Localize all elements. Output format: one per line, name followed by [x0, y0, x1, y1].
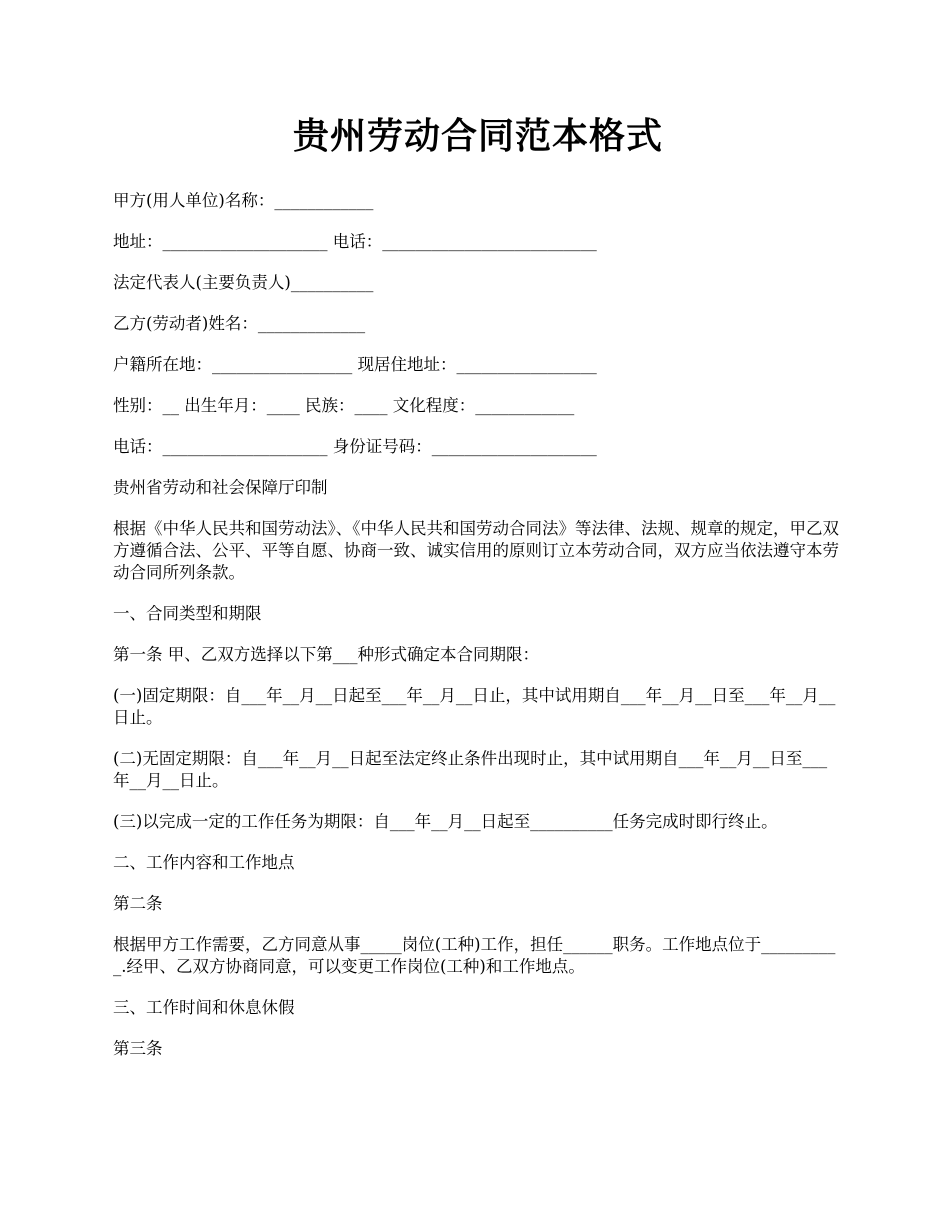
issuer-line: 贵州省劳动和社会保障厅印制	[113, 478, 328, 497]
section-heading-2: 二、工作内容和工作地点	[113, 853, 295, 872]
open-term-clause: (二)无固定期限：自___年__月__日起至法定终止条件出现时止，其中试用期自___年__月__日至___年__月__日止。	[113, 749, 828, 790]
task-term-clause: (三)以完成一定的工作任务为期限：自___年__月__日起至__________任务完成时即行终止。	[113, 812, 778, 831]
fixed-term-clause: (一)固定期限：自___年__月__日起至___年__月__日止，其中试用期自___年__月__日至___年__月__日止。	[113, 686, 836, 727]
document-page	[113, 112, 843, 1079]
article-1: 第一条 甲、乙双方选择以下第___种形式确定本合同期限：	[113, 645, 539, 664]
address-phone-line: 地址：____________________ 电话：__________________________	[113, 232, 597, 251]
party-b-name-line: 乙方(劳动者)姓名：_____________	[113, 314, 366, 333]
document-title: 贵州劳动合同范本格式	[292, 115, 663, 157]
residence-line: 户籍所在地：_________________ 现居住地址：_________________	[113, 355, 597, 374]
article-2: 第二条	[113, 894, 163, 913]
phone-id-line: 电话：____________________ 身份证号码：____________________	[113, 437, 597, 456]
article-3: 第三条	[113, 1039, 163, 1058]
legal-representative-line: 法定代表人(主要负责人)__________	[113, 273, 374, 292]
preamble-paragraph: 根据《中华人民共和国劳动法》、《中华人民共和国劳动合同法》等法律、法规、规章的规定，甲乙双方遵循合法、公平、平等自愿、协商一致、诚实信用的原则订立本劳动合同，双方应当依法遵守本劳动合同所列条款。	[113, 519, 839, 582]
work-content-paragraph: 根据甲方工作需要，乙方同意从事_____岗位(工种)工作，担任______职务。工作地点位于__________.经甲、乙双方协商同意，可以变更工作岗位(工种)和工作地点。	[113, 935, 836, 976]
party-a-name-line: 甲方(用人单位)名称：____________	[113, 191, 374, 210]
section-heading-1: 一、合同类型和期限	[113, 604, 262, 623]
section-heading-3: 三、工作时间和休息休假	[113, 998, 295, 1017]
personal-info-line: 性别：__ 出生年月：____ 民族：____ 文化程度：____________	[113, 396, 575, 415]
